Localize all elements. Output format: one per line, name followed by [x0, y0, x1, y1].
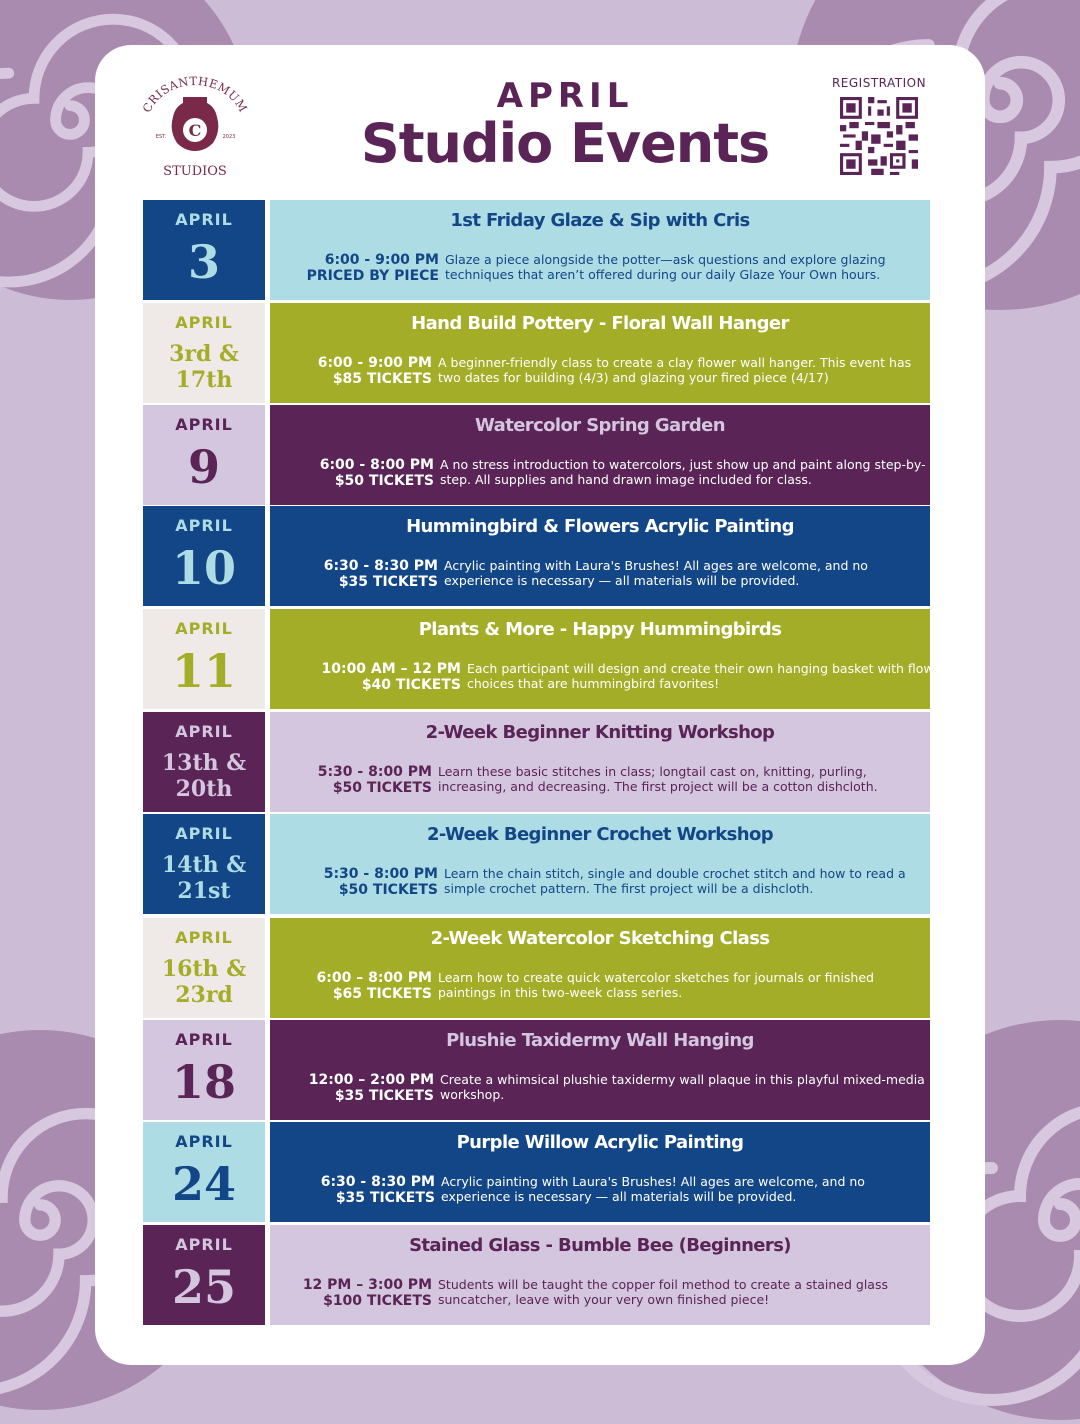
- event-time: 5:30 - 8:00 PM: [317, 764, 432, 780]
- event-date: [143, 1225, 265, 1325]
- event-description: Learn these basic stitches in class; longtail cast on, knitting, purling, increasing, and decreasing. The first project will be a cotton dishcloth.: [438, 764, 878, 794]
- event-time: 6:30 - 8:30 PM: [323, 558, 438, 574]
- event-date-month: APRIL: [175, 516, 233, 535]
- event-date: [143, 303, 265, 403]
- event-row[interactable]: [270, 609, 947, 709]
- event-description: Learn the chain stitch, single and double crochet stitch and how to read a simple crochet pattern. The first project will be a dishcloth.: [444, 866, 906, 896]
- logo-est: EST.: [155, 134, 167, 140]
- event-meta: [321, 661, 461, 693]
- event-time: 6:00 - 8:00 PM: [319, 457, 434, 473]
- event-description: A beginner-friendly class to create a clay flower wall hanger. This event has two dates for building (4/3) and glazing your fired piece (4/17): [438, 355, 912, 385]
- event-title: 2-Week Beginner Crochet Workshop: [426, 824, 774, 845]
- event-description: A no stress introduction to watercolors, just show up and paint along step-by-step. All supplies and hand drawn image included for class.: [440, 457, 926, 487]
- event-time: 5:30 - 8:00 PM: [323, 866, 438, 882]
- event-description: Acrylic painting with Laura's Brushes! All ages are welcome, and no experience is necessary — all materials will be provided.: [441, 1174, 865, 1204]
- registration-label: REGISTRATION: [831, 76, 927, 90]
- event-price: PRICED BY PIECE: [306, 268, 439, 284]
- page-title: Studio Events: [360, 112, 770, 175]
- event-date-day: 24: [171, 1157, 236, 1211]
- event-date-month: APRIL: [175, 1030, 233, 1049]
- event-meta: [324, 866, 438, 898]
- event-price: $35 TICKETS: [338, 574, 438, 590]
- event-meta: [307, 252, 439, 284]
- event-title: 2-Week Watercolor Sketching Class: [430, 928, 770, 949]
- event-date-day: 14th & 21st: [161, 852, 247, 904]
- event-meta: [309, 1072, 434, 1104]
- event-meta: [317, 970, 432, 1002]
- event-time: 10:00 AM – 12 PM: [321, 661, 461, 677]
- event-date-day: 16th & 23rd: [161, 956, 247, 1008]
- event-row[interactable]: [270, 1225, 930, 1325]
- event-price: $50 TICKETS: [338, 882, 438, 898]
- event-row[interactable]: [270, 918, 930, 1018]
- event-description: Each participant will design and create their own hanging basket with flower choices that are hummingbird favorites!: [467, 661, 947, 691]
- logo-initial: C: [188, 121, 202, 140]
- event-title: Hummingbird & Flowers Acrylic Painting: [406, 516, 794, 537]
- event-meta: [324, 558, 438, 590]
- event-date-month: APRIL: [175, 824, 233, 843]
- event-price: $35 TICKETS: [335, 1190, 435, 1206]
- event-date-month: APRIL: [175, 415, 233, 434]
- event-row[interactable]: [270, 303, 930, 403]
- event-meta: [303, 1277, 432, 1309]
- event-row[interactable]: [270, 200, 930, 300]
- event-date: [143, 200, 265, 300]
- event-date-day: 9: [187, 440, 220, 494]
- registration-qr-code[interactable]: [840, 97, 918, 175]
- event-title: Stained Glass - Bumble Bee (Beginners): [409, 1235, 791, 1256]
- event-description: Students will be taught the copper foil method to create a stained glass suncatcher, leave with your very own finished piece!: [438, 1277, 888, 1307]
- event-price: $100 TICKETS: [323, 1293, 432, 1309]
- event-date-month: APRIL: [175, 928, 233, 947]
- event-price: $35 TICKETS: [334, 1088, 434, 1104]
- event-time: 12:00 – 2:00 PM: [308, 1072, 434, 1088]
- event-row[interactable]: [270, 1122, 930, 1222]
- event-date: [143, 918, 265, 1018]
- logo-name-bottom: STUDIOS: [163, 164, 227, 179]
- event-row[interactable]: [270, 405, 930, 505]
- event-date-day: 10: [171, 541, 236, 595]
- event-date: [143, 712, 265, 812]
- event-date: [143, 1020, 265, 1120]
- event-title: 2-Week Beginner Knitting Workshop: [425, 722, 775, 743]
- event-date: [143, 814, 265, 914]
- event-row[interactable]: [270, 712, 930, 812]
- event-title: 1st Friday Glaze & Sip with Cris: [450, 210, 750, 231]
- event-description: Learn how to create quick watercolor sketches for journals or finished paintings in this two-week class series.: [438, 970, 874, 1000]
- event-title: Purple Willow Acrylic Painting: [456, 1132, 744, 1153]
- event-date: [143, 506, 265, 606]
- event-date-month: APRIL: [175, 1235, 233, 1254]
- event-date-month: APRIL: [175, 210, 233, 229]
- event-meta: [318, 764, 432, 796]
- event-date-month: APRIL: [175, 722, 233, 741]
- event-description: Acrylic painting with Laura's Brushes! All ages are welcome, and no experience is necessary — all materials will be provided.: [444, 558, 868, 588]
- event-date: [143, 1122, 265, 1222]
- event-date: [143, 609, 265, 709]
- event-time: 6:00 - 9:00 PM: [317, 355, 432, 371]
- event-date-day: 25: [171, 1260, 236, 1314]
- event-description: Glaze a piece alongside the potter—ask questions and explore glazing techniques that aren’t offered during our daily Glaze Your Own hours.: [445, 252, 886, 282]
- event-price: $65 TICKETS: [332, 986, 432, 1002]
- event-date-day: 13th & 20th: [161, 750, 247, 802]
- event-price: $50 TICKETS: [332, 780, 432, 796]
- event-time: 6:30 - 8:30 PM: [320, 1174, 435, 1190]
- event-date-month: APRIL: [175, 1132, 233, 1151]
- event-row[interactable]: [270, 506, 930, 606]
- event-date-month: APRIL: [175, 619, 233, 638]
- header-month: APRIL: [496, 76, 634, 116]
- event-date-day: 18: [171, 1055, 236, 1109]
- event-meta: [318, 355, 432, 387]
- event-description: Create a whimsical plushie taxidermy wall plaque in this playful mixed-media workshop.: [440, 1072, 925, 1102]
- event-time: 6:00 – 8:00 PM: [316, 970, 432, 986]
- event-meta: [321, 1174, 435, 1206]
- event-date-day: 3rd & 17th: [169, 341, 239, 393]
- event-date-month: APRIL: [175, 313, 233, 332]
- event-row[interactable]: [270, 1020, 930, 1120]
- event-date-day: 11: [171, 644, 236, 698]
- event-time: 6:00 - 9:00 PM: [324, 252, 439, 268]
- event-row[interactable]: [270, 814, 930, 914]
- logo-name-top: CRISANTHEMUM: [139, 75, 251, 115]
- event-title: Plants & More - Happy Hummingbirds: [418, 619, 782, 640]
- event-meta: [320, 457, 434, 489]
- event-title: Hand Build Pottery - Floral Wall Hanger: [411, 313, 789, 334]
- event-title: Watercolor Spring Garden: [475, 415, 725, 436]
- event-price: $85 TICKETS: [332, 371, 432, 387]
- event-title: Plushie Taxidermy Wall Hanging: [446, 1030, 754, 1051]
- event-price: $40 TICKETS: [361, 677, 461, 693]
- event-date: [143, 405, 265, 505]
- event-date-day: 3: [187, 235, 220, 289]
- event-price: $50 TICKETS: [334, 473, 434, 489]
- studio-logo: [135, 75, 255, 185]
- event-time: 12 PM – 3:00 PM: [302, 1277, 432, 1293]
- logo-year: 2023: [222, 134, 236, 140]
